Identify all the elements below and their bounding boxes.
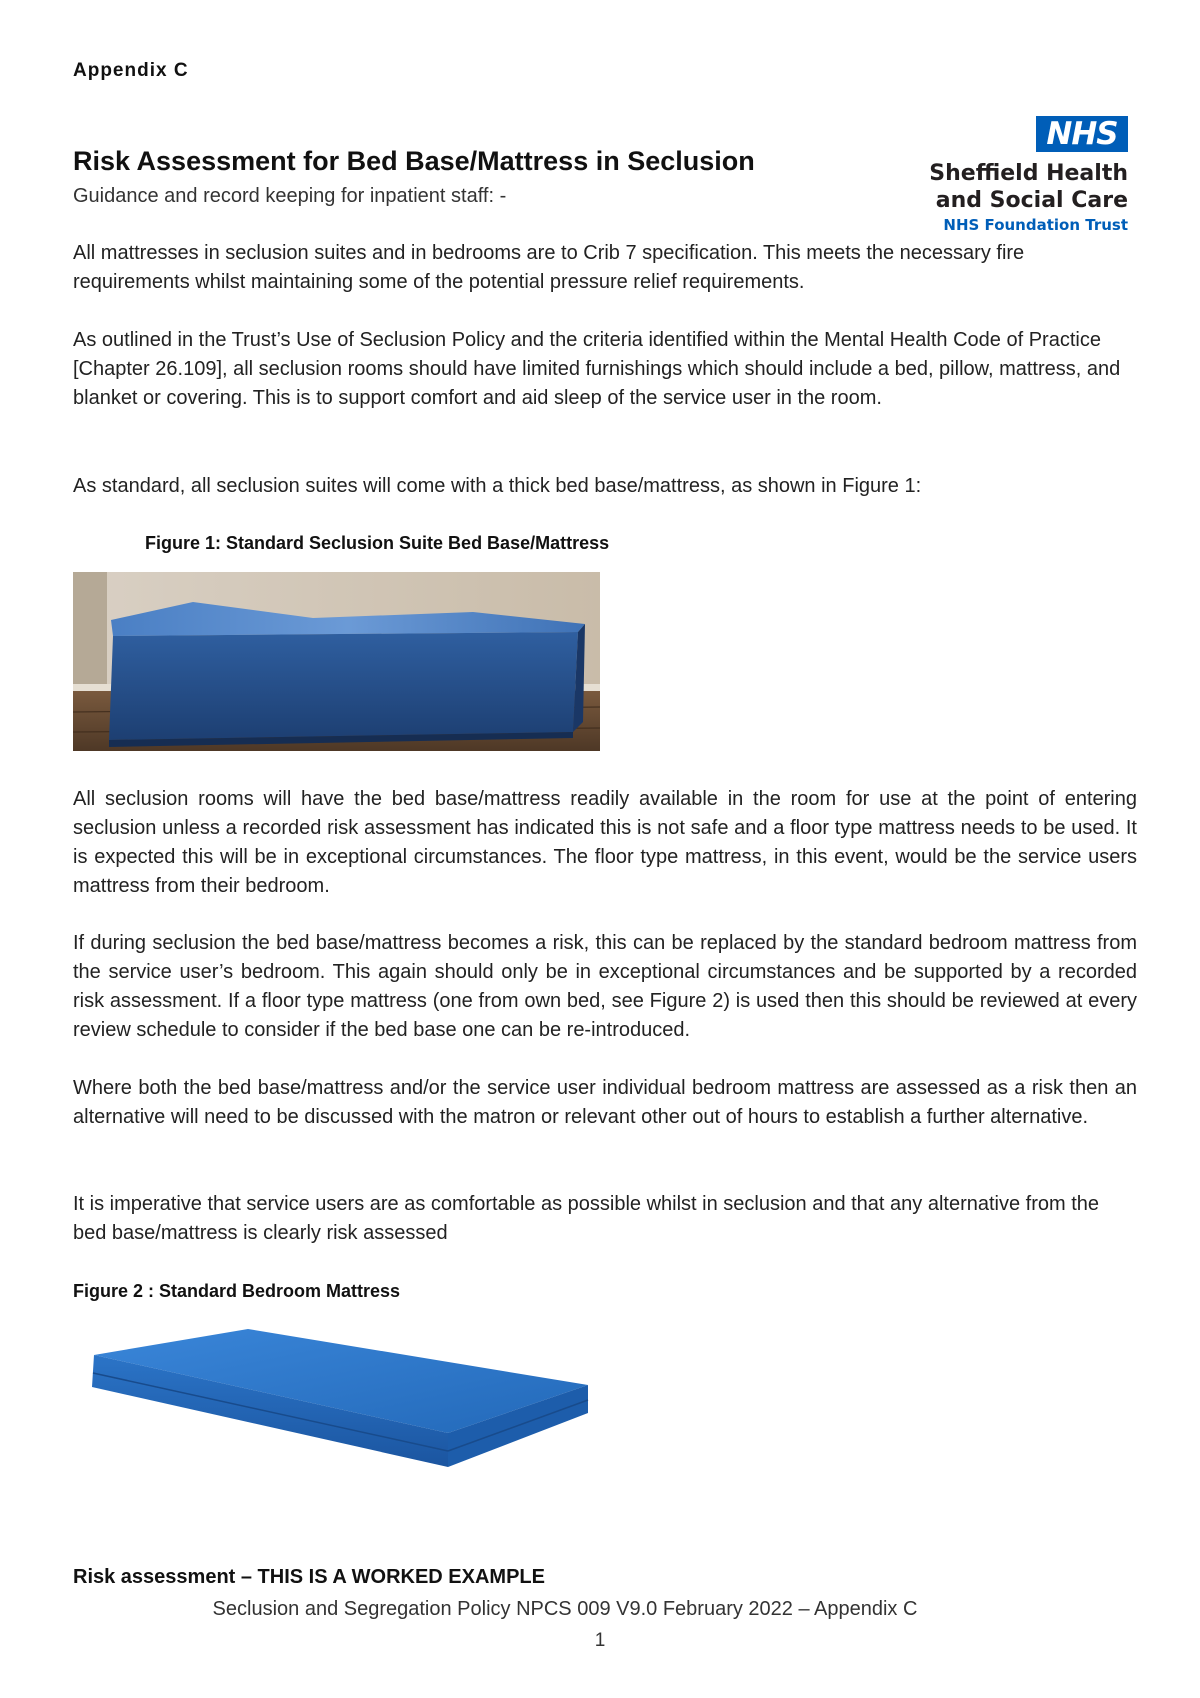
paragraph-standard: As standard, all seclusion suites will come with a thick bed base/mattress, as shown in Figure 1: [73, 475, 922, 497]
page-number: 1 [594, 1630, 606, 1651]
nhs-badge: NHS [1036, 116, 1128, 152]
paragraph-availability: All seclusion rooms will have the bed base/mattress readily available in the room for use at the point of entering seclusion unless a recorded risk assessment has indicated this is not safe and a floor type mattress needs to be used. It is expected this will be in exceptional circumstances. The floor type mattress, in this event, would be the service users mattress from their bedroom. [73, 788, 1137, 897]
figure2-image [88, 1325, 598, 1485]
risk-assessment-heading: Risk assessment – THIS IS A WORKED EXAMPLE [73, 1566, 545, 1588]
paragraph-replacement: If during seclusion the bed base/mattress becomes a risk, this can be replaced by the standard bedroom mattress from the service user’s bedroom. This again should only be in exceptional circumstances and be supported by a recorded risk assessment. If a floor type mattress (one from own bed, see Figure 2) is used then this should be reviewed at every review schedule to consider if the bed base one can be re-introduced. [73, 932, 1137, 1041]
figure1-image [73, 572, 600, 751]
paragraph-policy: As outlined in the Trust’s Use of Seclusion Policy and the criteria identified within the Mental Health Code of Practice [Chapter 26.109], all seclusion rooms should have limited furnishings which should include a bed, pillow, mattress, and blanket or covering. This is to support comfort and aid sleep of the service user in the room. [73, 329, 1121, 409]
logo-org-line2: and Social Care [935, 188, 1128, 213]
page-footer: Seclusion and Segregation Policy NPCS 009 V9.0 February 2022 – Appendix C [212, 1598, 918, 1620]
figure1-caption: Figure 1: Standard Seclusion Suite Bed Base/Mattress [145, 533, 610, 553]
paragraph-alternative: Where both the bed base/mattress and/or the service user individual bedroom mattress are assessed as a risk then an alternative will need to be discussed with the matron or relevant other out of hours to establish a further alternative. [73, 1077, 1137, 1128]
paragraph-comfort: It is imperative that service users are as comfortable as possible whilst in seclusion and that any alternative from the bed base/mattress is clearly risk assessed [73, 1193, 1100, 1244]
logo-org-line3: NHS Foundation Trust [943, 216, 1128, 234]
page-title: Risk Assessment for Bed Base/Mattress in Seclusion [73, 146, 755, 176]
logo-org-line1: Sheffield Health [929, 161, 1128, 186]
page-subtitle: Guidance and record keeping for inpatient staff: - [73, 185, 507, 207]
figure2-caption: Figure 2 : Standard Bedroom Mattress [73, 1281, 401, 1301]
paragraph-crib7: All mattresses in seclusion suites and in bedrooms are to Crib 7 specification. This meets the necessary fire requirements whilst maintaining some of the potential pressure relief requirements. [73, 242, 1025, 293]
appendix-label: Appendix C [73, 60, 189, 81]
nhs-logo [928, 116, 1128, 236]
